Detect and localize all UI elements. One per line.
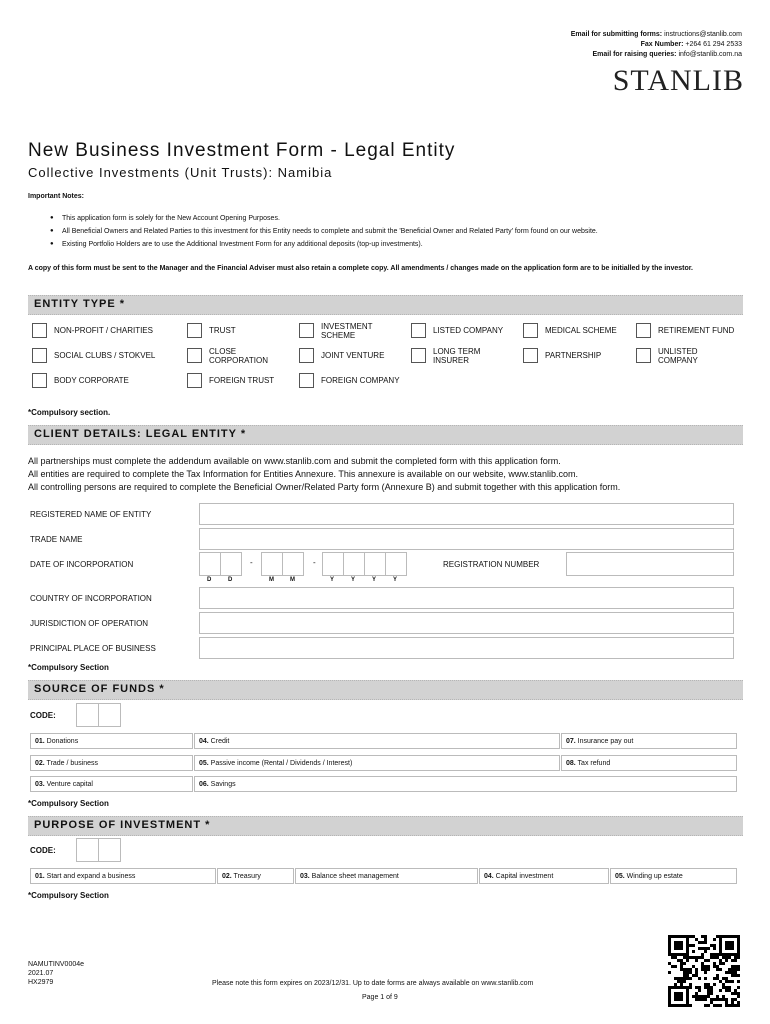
entity-option-label: TRUST — [209, 326, 236, 335]
source-funds-option — [194, 733, 560, 749]
entity-option-label: SOCIAL CLUBS / STOKVEL — [54, 351, 156, 360]
option-label: Savings — [208, 781, 236, 788]
entity-option-label: NON-PROFIT / CHARITIES — [54, 326, 153, 335]
client-details-info — [28, 455, 620, 494]
source-funds-header — [28, 680, 743, 700]
purpose-option — [30, 868, 216, 884]
option-code: 01. — [35, 738, 45, 745]
registered-name-label: REGISTERED NAME OF ENTITY — [30, 510, 152, 519]
source-code-digit-1[interactable] — [76, 703, 99, 727]
date-digit-box[interactable] — [220, 552, 242, 576]
option-code: 06. — [199, 781, 209, 788]
entity-option-label: PARTNERSHIP — [545, 351, 602, 360]
entity-type-header — [28, 295, 743, 315]
option-code: 03. — [35, 781, 45, 788]
entity-checkbox[interactable] — [411, 348, 426, 363]
entity-option-label: FOREIGN TRUST — [209, 376, 275, 385]
principal-place-field[interactable] — [199, 637, 734, 659]
entity-option-label: INVESTMENT SCHEME — [321, 322, 373, 340]
entity-option-label: CLOSE CORPORATION — [209, 347, 268, 365]
option-code: 02. — [222, 873, 232, 880]
form-reference — [28, 960, 84, 987]
notes-list — [50, 212, 598, 251]
country-field[interactable] — [199, 587, 734, 609]
option-code: 01. — [35, 873, 45, 880]
source-code-label: CODE: — [30, 711, 56, 720]
purpose-option — [217, 868, 294, 884]
entity-checkbox[interactable] — [187, 323, 202, 338]
source-funds-option — [561, 733, 737, 749]
email-query-label: Email for raising queries: — [592, 51, 677, 58]
entity-checkbox[interactable] — [299, 323, 314, 338]
entity-option-label: JOINT VENTURE — [321, 351, 385, 360]
page-subtitle: Collective Investments (Unit Trusts): Namibia — [28, 165, 333, 180]
option-label: Venture capital — [44, 781, 93, 788]
country-label: COUNTRY OF INCORPORATION — [30, 594, 152, 603]
source-funds-option — [194, 776, 737, 792]
registration-number-label: REGISTRATION NUMBER — [443, 560, 540, 569]
entity-option-label: FOREIGN COMPANY — [321, 376, 400, 385]
purpose-code-label: CODE: — [30, 846, 56, 855]
date-separator: - — [313, 558, 316, 567]
purpose-option — [479, 868, 609, 884]
entity-checkbox[interactable] — [187, 373, 202, 388]
entity-checkbox[interactable] — [523, 323, 538, 338]
entity-checkbox[interactable] — [32, 323, 47, 338]
date-digit-label: Y — [393, 577, 398, 583]
date-digit-box[interactable] — [199, 552, 221, 576]
option-code: 07. — [566, 738, 576, 745]
client-compulsory: *Compulsory Section — [28, 663, 109, 672]
form-code: NAMUTINV0004e — [28, 961, 85, 968]
entity-checkbox[interactable] — [636, 348, 651, 363]
page-number: Page 1 of 9 — [362, 994, 398, 1001]
fax-label: Fax Number: — [640, 41, 684, 48]
entity-checkbox[interactable] — [32, 373, 47, 388]
option-label: Passive income (Rental / Dividends / Interest) — [208, 760, 353, 767]
date-digit-label: D — [228, 577, 233, 583]
source-funds-option — [30, 733, 193, 749]
purpose-option — [295, 868, 478, 884]
option-label: Treasury — [231, 873, 261, 880]
option-label: Balance sheet management — [309, 873, 399, 880]
trade-name-field[interactable] — [199, 528, 734, 550]
entity-checkbox[interactable] — [299, 373, 314, 388]
date-digit-label: Y — [372, 577, 377, 583]
source-funds-option — [30, 755, 193, 771]
copy-notice: A copy of this form must be sent to the Manager and the Financial Adviser must also retain a complete copy. All amendments / changes made on the application form are to be initialled by the investor. — [28, 265, 694, 272]
date-digit-box[interactable] — [322, 552, 344, 576]
purpose-header — [28, 816, 743, 836]
email-query[interactable]: info@stanlib.com.na — [678, 51, 742, 58]
entity-checkbox[interactable] — [523, 348, 538, 363]
option-label: Tax refund — [575, 760, 611, 767]
entity-type-heading: ENTITY TYPE * — [34, 298, 126, 310]
option-label: Trade / business — [44, 760, 99, 767]
option-label: Start and expand a business — [44, 873, 136, 880]
option-code: 02. — [35, 760, 45, 767]
fax-number: +264 61 294 2533 — [685, 41, 742, 48]
option-label: Winding up estate — [624, 873, 683, 880]
option-code: 08. — [566, 760, 576, 767]
entity-checkbox[interactable] — [187, 348, 202, 363]
purpose-heading: PURPOSE OF INVESTMENT * — [34, 819, 211, 831]
source-compulsory: *Compulsory Section — [28, 799, 109, 808]
stanlib-logo: STANLIB — [612, 64, 744, 97]
entity-checkbox[interactable] — [411, 323, 426, 338]
purpose-code-digit-2[interactable] — [98, 838, 121, 862]
page-title: New Business Investment Form - Legal Entity — [28, 140, 456, 161]
option-code: 04. — [199, 738, 209, 745]
note-item: ● All Beneficial Owners and Related Parties to this investment for this Entity needs to complete and submit the 'Beneficial Owner and Related Party' form found on our website. — [50, 225, 598, 238]
date-digit-box[interactable] — [385, 552, 407, 576]
date-digit-label: D — [207, 577, 212, 583]
option-code: 05. — [615, 873, 625, 880]
date-digit-box[interactable] — [364, 552, 386, 576]
date-digit-label: M — [269, 577, 274, 583]
source-funds-option — [30, 776, 193, 792]
date-digit-label: Y — [330, 577, 335, 583]
client-details-heading: CLIENT DETAILS: LEGAL ENTITY * — [34, 428, 247, 440]
entity-checkbox[interactable] — [299, 348, 314, 363]
source-funds-option — [194, 755, 560, 771]
principal-place-label: PRINCIPAL PLACE OF BUSINESS — [30, 644, 156, 653]
email-submit-label: Email for submitting forms: — [570, 31, 663, 38]
date-digit-label: Y — [351, 577, 356, 583]
purpose-code-digit-1[interactable] — [76, 838, 99, 862]
note-item: ● This application form is solely for the New Account Opening Purposes. — [50, 212, 598, 225]
option-label: Donations — [44, 738, 79, 745]
source-funds-option — [561, 755, 737, 771]
info-line: All partnerships must complete the addendum available on www.stanlib.com and submit the completed form with this application form. — [28, 456, 561, 466]
client-details-header — [28, 425, 743, 445]
date-digit-box[interactable] — [261, 552, 283, 576]
option-code: 05. — [199, 760, 209, 767]
date-incorporation-label: DATE OF INCORPORATION — [30, 560, 134, 569]
qr-code — [668, 935, 740, 1007]
source-code-digit-2[interactable] — [98, 703, 121, 727]
jurisdiction-label: JURISDICTION OF OPERATION — [30, 619, 149, 628]
trade-name-label: TRADE NAME — [30, 535, 83, 544]
entity-option-label: RETIREMENT FUND — [658, 326, 735, 335]
option-label: Credit — [208, 738, 230, 745]
note-item: ● Existing Portfolio Holders are to use the Additional Investment Form for any additional deposits (top-up investments). — [50, 238, 598, 251]
source-funds-heading: SOURCE OF FUNDS * — [34, 683, 165, 695]
registration-number-field[interactable] — [566, 552, 734, 576]
info-line: All entities are required to complete the Tax Information for Entities Annexure. This annexure is available on our website, www.stanlib.com. — [28, 469, 578, 479]
date-digit-label: M — [290, 577, 295, 583]
entity-option-label: LISTED COMPANY — [433, 326, 504, 335]
entity-option-label: UNLISTED COMPANY — [658, 347, 698, 365]
entity-compulsory: *Compulsory section. — [28, 408, 111, 417]
info-line: All controlling persons are required to complete the Beneficial Owner/Related Party form (Annexure B) and submit together with this application form. — [28, 482, 621, 492]
date-digit-box[interactable] — [343, 552, 365, 576]
option-label: Capital investment — [493, 873, 554, 880]
purpose-compulsory: *Compulsory Section — [28, 891, 109, 900]
entity-option-label: BODY CORPORATE — [54, 376, 129, 385]
date-separator: - — [250, 558, 253, 567]
email-submit[interactable]: instructions@stanlib.com — [664, 31, 742, 38]
contact-info — [571, 30, 742, 60]
registered-name-field[interactable] — [199, 503, 734, 525]
purpose-option — [610, 868, 737, 884]
notes-heading: Important Notes: — [28, 193, 84, 200]
option-code: 04. — [484, 873, 494, 880]
jurisdiction-field[interactable] — [199, 612, 734, 634]
entity-checkbox[interactable] — [32, 348, 47, 363]
form-ref: HX2979 — [28, 979, 54, 986]
entity-option-label: LONG TERM INSURER — [433, 347, 481, 365]
option-label: Insurance pay out — [575, 738, 634, 745]
option-code: 03. — [300, 873, 310, 880]
expiry-notice: Please note this form expires on 2023/12/31. Up to date forms are always available on www.stanlib.com — [212, 980, 534, 987]
date-digit-box[interactable] — [282, 552, 304, 576]
entity-option-label: MEDICAL SCHEME — [545, 326, 617, 335]
form-date: 2021.07 — [28, 970, 54, 977]
entity-checkbox[interactable] — [636, 323, 651, 338]
